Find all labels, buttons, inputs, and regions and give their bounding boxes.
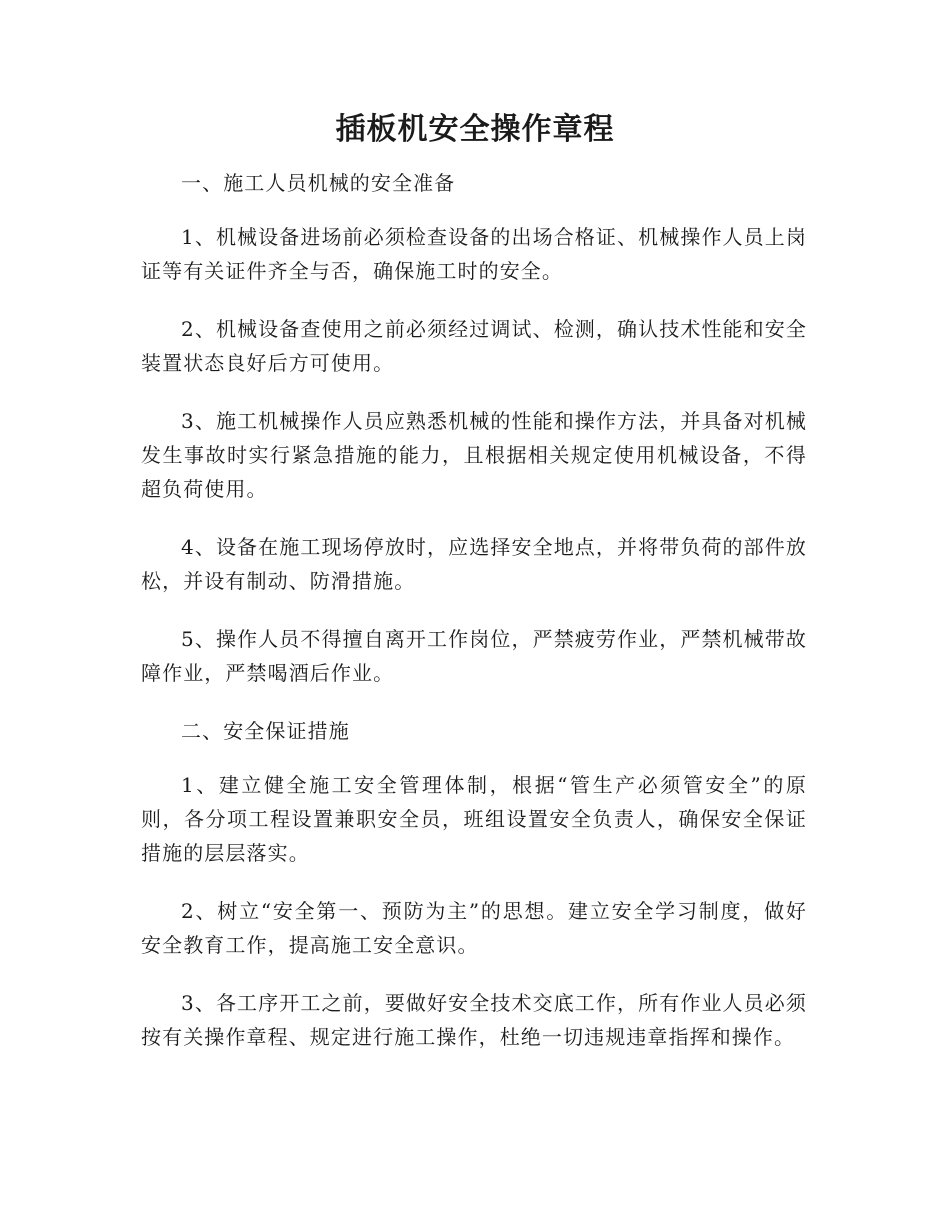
paragraph-2-3: 3、各工序开工之前，要做好安全技术交底工作，所有作业人员必须按有关操作章程、规定进行施工操作，杜绝一切违规违章指挥和操作。: [141, 991, 807, 1049]
paragraph-1-4: 4、设备在施工现场停放时，应选择安全地点，并将带负荷的部件放松，并设有制动、防滑措施。: [141, 535, 807, 593]
document-title: 插板机安全操作章程: [335, 112, 615, 147]
paragraph-1-5: 5、操作人员不得擅自离开工作岗位，严禁疲劳作业，严禁机械带故障作业，严禁喝酒后作业。: [141, 627, 807, 685]
section-heading-2: 二、安全保证措施: [181, 719, 350, 743]
paragraph-2-1: 1、建立健全施工安全管理体制，根据“管生产必须管安全”的原则，各分项工程设置兼职安全员，班组设置安全负责人，确保安全保证措施的层层落实。: [141, 773, 807, 865]
document-body: [141, 166, 807, 1078]
paragraph-2-2: 2、树立“安全第一、预防为主”的思想。建立安全学习制度，做好安全教育工作，提高施工安全意识。: [141, 899, 807, 957]
paragraph-1-1: 1、机械设备进场前必须检查设备的出场合格证、机械操作人员上岗证等有关证件齐全与否，确保施工时的安全。: [141, 225, 807, 283]
paragraph-1-3: 3、施工机械操作人员应熟悉机械的性能和操作方法，并具备对机械发生事故时实行紧急措施的能力，且根据相关规定使用机械设备，不得超负荷使用。: [141, 409, 807, 501]
paragraph-1-2: 2、机械设备查使用之前必须经过调试、检测，确认技术性能和安全装置状态良好后方可使用。: [141, 317, 807, 375]
section-heading-1: 一、施工人员机械的安全准备: [181, 171, 456, 195]
